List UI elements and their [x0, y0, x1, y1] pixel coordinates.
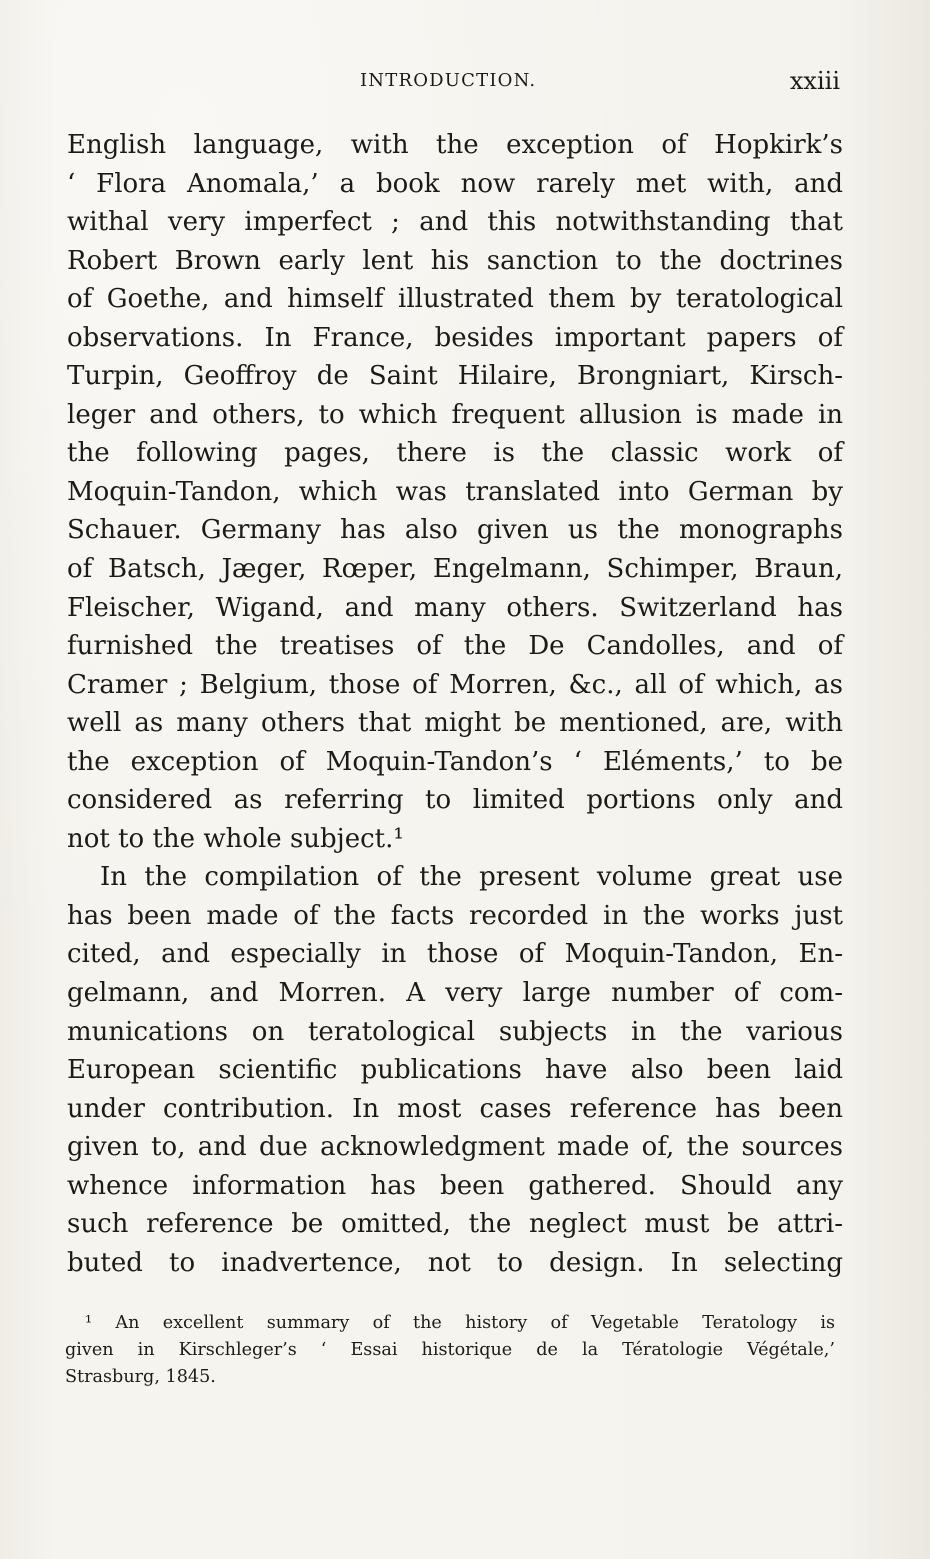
text-line: withal very imperfect ; and this notwithstanding that: [67, 207, 843, 238]
text-line: Moquin-Tandon, which was translated into German by: [67, 476, 843, 507]
text-line: given to, and due acknowledgment made of, the sources: [67, 1132, 843, 1163]
page-header: [70, 67, 840, 100]
text-line: observations. In France, besides important papers of: [67, 322, 843, 353]
text-line: Schauer. Germany has also given us the monographs: [67, 515, 843, 546]
footnote: [65, 1310, 835, 1391]
text-line: such reference be omitted, the neglect must be attri-: [67, 1209, 843, 1240]
text-line: furnished the treatises of the De Candolles, and of: [67, 631, 843, 662]
text-line: Fleischer, Wigand, and many others. Switzerland has: [67, 592, 843, 623]
text-line: not to the whole subject.¹: [67, 823, 404, 854]
text-line: ‘ Flora Anomala,’ a book now rarely met with, and: [67, 168, 843, 199]
text-line: Turpin, Geoffroy de Saint Hilaire, Brongniart, Kirsch-: [67, 361, 843, 392]
text-line: the following pages, there is the classic work of: [67, 438, 843, 469]
text-line: Cramer ; Belgium, those of Morren, &c., all of which, as: [67, 669, 843, 700]
text-line: well as many others that might be mentioned, are, with: [67, 708, 843, 739]
page-number: xxiii: [789, 67, 840, 95]
text-line: the exception of Moquin-Tandon’s ‘ Eléments,’ to be: [67, 746, 843, 777]
text-line: has been made of the facts recorded in the works just: [67, 900, 843, 931]
text-line: considered as referring to limited portions only and: [67, 785, 843, 816]
text-line: cited, and especially in those of Moquin-Tandon, En-: [67, 939, 843, 970]
body-text: [67, 126, 843, 1282]
footnote-line: ¹ An excellent summary of the history of Vegetable Teratology is: [85, 1313, 835, 1333]
footnote-line: given in Kirschleger’s ‘ Essai historique de la Tératologie Végétale,’: [65, 1340, 835, 1360]
text-line: buted to inadvertence, not to design. In selecting: [67, 1247, 843, 1278]
text-line: of Batsch, Jæger, Rœper, Engelmann, Schimper, Braun,: [67, 554, 843, 585]
text-line: of Goethe, and himself illustrated them by teratological: [67, 284, 843, 315]
text-line: munications on teratological subjects in the various: [67, 1016, 843, 1047]
text-line: English language, with the exception of Hopkirk’s: [67, 130, 843, 160]
text-line: Robert Brown early lent his sanction to the doctrines: [67, 245, 843, 276]
text-line: leger and others, to which frequent allusion is made in: [67, 399, 843, 430]
text-line: European scientific publications have also been laid: [67, 1055, 843, 1086]
text-line: gelmann, and Morren. A very large number of com-: [67, 978, 843, 1009]
footnote-line: Strasburg, 1845.: [65, 1367, 216, 1387]
text-line: under contribution. In most cases reference has been: [67, 1093, 843, 1124]
paragraph-start-line: In the compilation of the present volume great use: [100, 862, 843, 893]
running-head: INTRODUCTION.: [360, 70, 537, 91]
text-line: whence information has been gathered. Should any: [67, 1170, 843, 1201]
